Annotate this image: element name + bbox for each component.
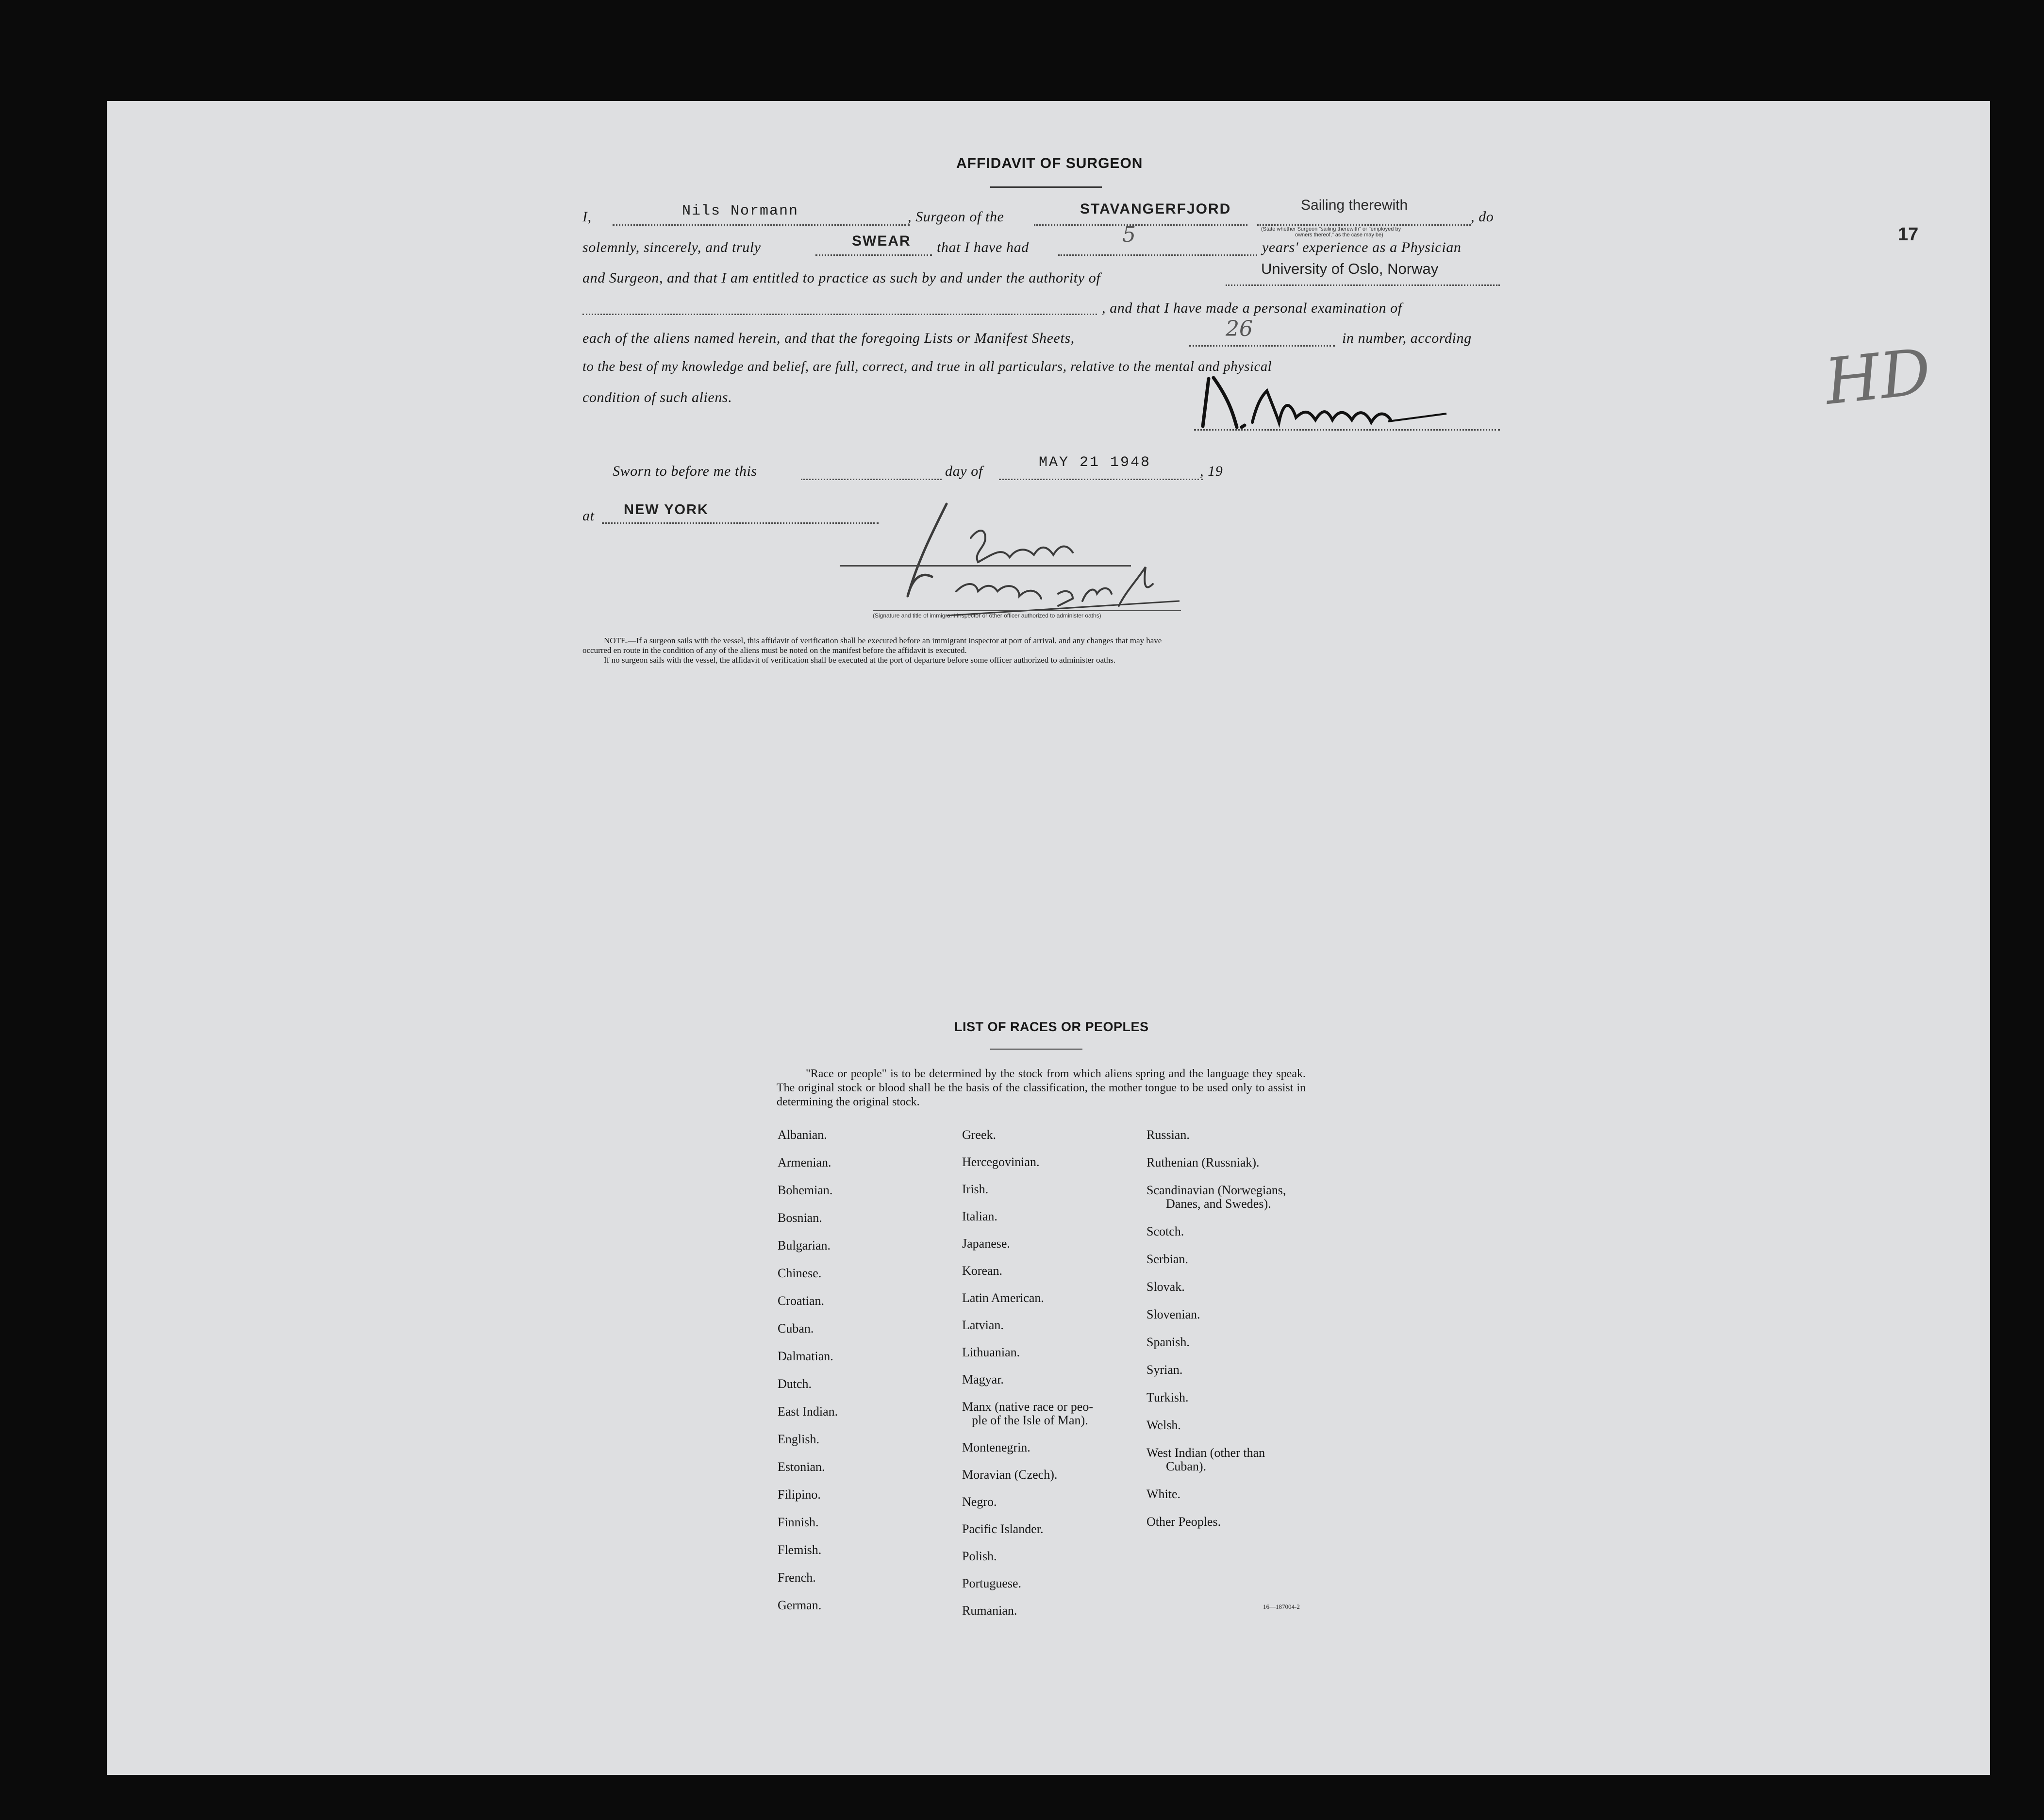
text-examination: , and that I have made a personal examination of <box>1102 300 1402 316</box>
surgeon-name-value: Nils Normann <box>682 203 799 219</box>
status-value: Sailing therewith <box>1301 197 1408 213</box>
race-item: Dutch. <box>778 1377 812 1391</box>
races-intro: "Race or people" is to be determined by the stock from which aliens spring and the language they speak. The original stock or blood shall be the basis of the classification, the mother tongue to be used only to assist in determining the original stock. <box>777 1068 1306 1108</box>
race-item: Slovenian. <box>1147 1307 1200 1321</box>
race-item: Korean. <box>962 1264 1003 1278</box>
oath-line <box>815 254 932 256</box>
place-value: NEW YORK <box>624 502 709 518</box>
races-column-3 <box>1147 1128 1286 1543</box>
race-item: Chinese. <box>778 1266 822 1280</box>
race-item: Albanian. <box>778 1128 827 1142</box>
status-line <box>1257 224 1471 226</box>
races-title: LIST OF RACES OR PEOPLES <box>954 1019 1149 1034</box>
text-each-alien: each of the aliens named herein, and that the foregoing Lists or Manifest Sheets, <box>582 330 1075 346</box>
race-item: Syrian. <box>1147 1363 1183 1377</box>
race-item: Serbian. <box>1147 1252 1188 1266</box>
race-item: Italian. <box>962 1209 997 1223</box>
race-item: Filipino. <box>778 1487 821 1502</box>
race-item: Dalmatian. <box>778 1349 833 1363</box>
race-item: Montenegrin. <box>962 1440 1030 1454</box>
sworn-date-value: MAY 21 1948 <box>1039 454 1151 471</box>
text-best-knowledge: to the best of my knowledge and belief, are full, correct, and true in all particulars, relative to the mental and physical <box>582 359 1272 374</box>
race-item: Magyar. <box>962 1372 1004 1386</box>
race-item: Manx (native race or peo- <box>962 1400 1093 1414</box>
race-item: English. <box>778 1432 819 1446</box>
text-condition: condition of such aliens. <box>582 389 732 405</box>
sheets-line <box>1189 345 1335 347</box>
race-item: German. <box>778 1598 822 1612</box>
text-at: at <box>582 508 595 524</box>
race-item: West Indian (other than <box>1147 1446 1265 1460</box>
race-item: Armenian. <box>778 1155 831 1169</box>
authority-line <box>1226 284 1500 286</box>
years-line <box>1058 254 1257 256</box>
inspector-signature-line-2 <box>873 610 1181 611</box>
race-item: Welsh. <box>1147 1418 1181 1432</box>
form-number: 16—187004-2 <box>1263 1603 1300 1610</box>
race-item: Bosnian. <box>778 1211 822 1225</box>
text-i: I, <box>582 209 592 225</box>
status-footnote: (State whether Surgeon "sailing therewith" or "employed by owners thereof," as the case may be) <box>1261 226 1401 238</box>
race-item: Ruthenian (Russniak). <box>1147 1155 1260 1169</box>
race-item: Portuguese. <box>962 1576 1022 1590</box>
race-item: Scandinavian (Norwegians, <box>1147 1183 1286 1197</box>
race-item: Cuban. <box>778 1321 814 1336</box>
text-in-number: in number, according <box>1342 330 1472 346</box>
race-item: Irish. <box>962 1182 989 1196</box>
vessel-value: STAVANGERFJORD <box>1080 201 1231 217</box>
race-item: White. <box>1147 1487 1181 1501</box>
race-item: Negro. <box>962 1495 997 1509</box>
note-line-3: If no surgeon sails with the vessel, the affidavit of verification shall be executed at the port of departure before some officer authorized to administer oaths. <box>604 655 1116 665</box>
races-column-1 <box>778 1128 838 1626</box>
sheets-value: 26 <box>1226 317 1253 341</box>
race-item: Latvian. <box>962 1318 1004 1332</box>
day-line <box>801 479 942 480</box>
race-item: Flemish. <box>778 1543 822 1557</box>
race-item: Russian. <box>1147 1128 1190 1142</box>
place-line <box>602 522 879 524</box>
race-item: Japanese. <box>962 1236 1010 1251</box>
race-item: Other Peoples. <box>1147 1515 1221 1529</box>
note-line-2: occurred en route in the condition of any of the aliens must be noted on the manifest before the affidavit is executed. <box>582 646 967 655</box>
page-number: 17 <box>1898 224 1919 245</box>
text-19: , 19 <box>1200 463 1223 479</box>
race-item: Estonian. <box>778 1460 825 1474</box>
years-value: 5 <box>1122 222 1136 247</box>
race-item: Croatian. <box>778 1294 825 1308</box>
month-line <box>999 479 1203 480</box>
race-item-continued: ple of the Isle of Man). <box>972 1413 1088 1427</box>
race-item: Finnish. <box>778 1515 819 1529</box>
text-do: , do <box>1471 209 1494 225</box>
affidavit-title: AFFIDAVIT OF SURGEON <box>956 155 1143 171</box>
race-item: East Indian. <box>778 1404 838 1419</box>
title-underline <box>990 186 1102 188</box>
race-item: Spanish. <box>1147 1335 1190 1349</box>
race-item: Moravian (Czech). <box>962 1468 1058 1482</box>
race-item: Pacific Islander. <box>962 1522 1044 1536</box>
race-item: Polish. <box>962 1549 997 1563</box>
race-item-continued: Danes, and Swedes). <box>1166 1197 1271 1211</box>
affidavit-note <box>582 636 1505 665</box>
race-item: Hercegovinian. <box>962 1155 1040 1169</box>
race-item: Greek. <box>962 1128 997 1142</box>
text-surgeon-of: , Surgeon of the <box>908 209 1004 225</box>
races-title-underline <box>990 1049 1082 1050</box>
race-item: Latin American. <box>962 1291 1044 1305</box>
text-years-experience: years' experience as a Physician <box>1262 239 1462 255</box>
race-item: Lithuanian. <box>962 1345 1020 1359</box>
text-day-of: day of <box>945 463 983 479</box>
inspector-signature-line-1 <box>840 565 1131 567</box>
note-line-1: NOTE.—If a surgeon sails with the vessel, this affidavit of verification shall be executed before an immigrant inspector at port of arrival, and any changes that may have <box>604 636 1162 645</box>
oath-value: SWEAR <box>852 233 911 249</box>
margin-initials: HD <box>1821 334 1934 419</box>
authority-value: University of Oslo, Norway <box>1261 260 1439 277</box>
race-item: Bohemian. <box>778 1183 833 1197</box>
race-item: French. <box>778 1570 816 1585</box>
text-and-surgeon: and Surgeon, and that I am entitled to practice as such by and under the authority of <box>582 270 1101 286</box>
text-i-have-had: that I have had <box>937 239 1029 255</box>
authority-line-continued <box>582 314 1097 315</box>
signature-caption: (Signature and title of immigrant inspector or other officer authorized to administer oaths) <box>873 612 1101 619</box>
name-line <box>613 224 910 226</box>
races-column-2 <box>962 1128 1093 1631</box>
race-item: Slovak. <box>1147 1280 1185 1294</box>
surgeon-signature <box>1194 369 1446 437</box>
race-item: Turkish. <box>1147 1390 1189 1404</box>
surgeon-signature-line <box>1194 429 1500 431</box>
vessel-line <box>1034 224 1247 226</box>
race-item: Scotch. <box>1147 1224 1184 1238</box>
race-item-continued: Cuban). <box>1166 1459 1207 1473</box>
race-item: Bulgarian. <box>778 1238 831 1252</box>
race-item: Rumanian. <box>962 1603 1017 1618</box>
text-sworn: Sworn to before me this <box>613 463 757 479</box>
text-solemnly: solemnly, sincerely, and truly <box>582 239 761 255</box>
